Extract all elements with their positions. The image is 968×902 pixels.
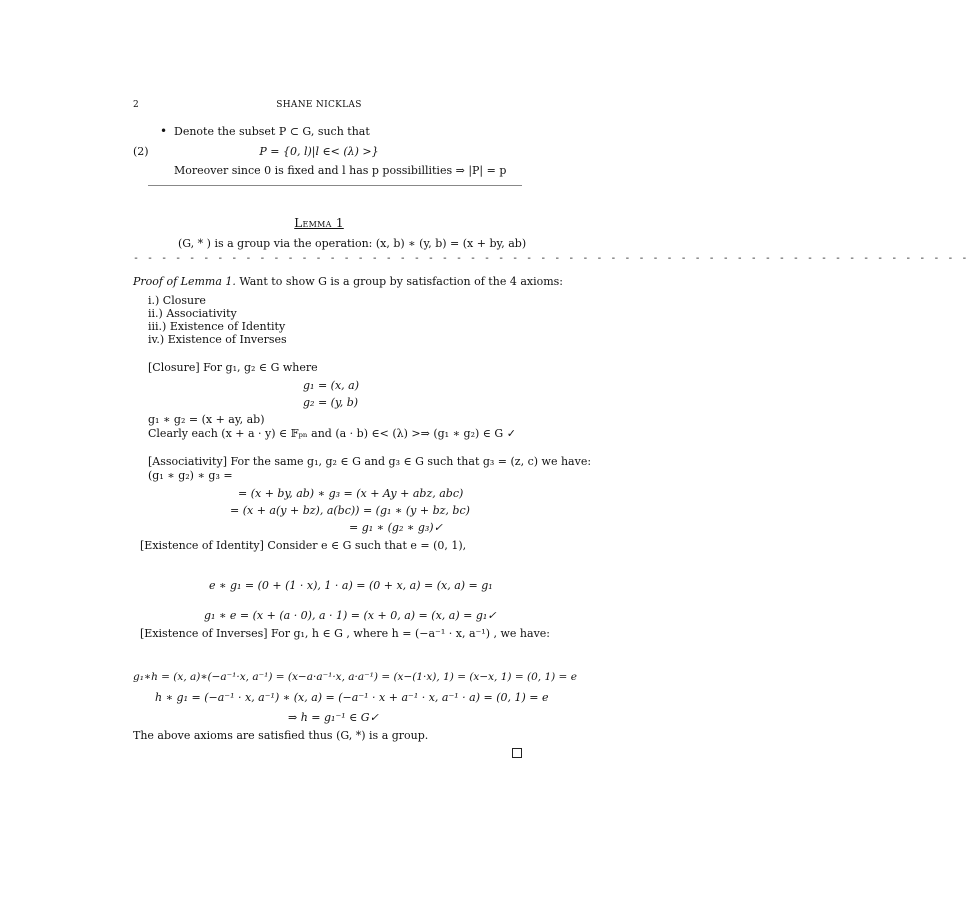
- lemma-title: Lemma 1: [294, 216, 344, 230]
- identity-eq1: e ∗ g₁ = (0 + (1 · x), 1 · a) = (0 + x, a) = (x, a) = g₁: [209, 579, 493, 592]
- closure-eq-g2: g₂ = (y, b): [303, 396, 359, 409]
- bullet-icon: •: [160, 124, 168, 138]
- assoc-intro: [Associativity] For the same g₁, g₂ ∈ G and g₃ ∈ G such that g₃ = (z, c) we have:: [148, 455, 592, 468]
- assoc-eq3: = g₁ ∗ (g₂ ∗ g₃)✓: [349, 521, 443, 534]
- closure-eq-g1: g₁ = (x, a): [303, 379, 359, 392]
- assoc-start: (g₁ ∗ g₂) ∗ g₃ =: [148, 469, 233, 482]
- section-rule: [148, 185, 522, 186]
- assoc-eq1: = (x + by, ab) ∗ g₃ = (x + Ay + abz, abc): [238, 487, 464, 500]
- proof-label: Proof of Lemma 1.: [133, 275, 236, 288]
- inverse-eq3: ⇒ h = g₁⁻¹ ∈ G✓: [288, 711, 379, 724]
- axiom-item: iv.) Existence of Inverses: [148, 333, 287, 346]
- page-number: 2: [133, 100, 139, 110]
- inverse-eq1: g₁∗h = (x, a)∗(−a⁻¹·x, a⁻¹) = (x−a·a⁻¹·x, a·a⁻¹) = (x−(1·x), 1) = (x−x, 1) = (0, 1) = e: [133, 671, 577, 683]
- axiom-item: iii.) Existence of Identity: [148, 320, 286, 333]
- closure-conclusion: Clearly each (x + a · y) ∈ 𝔽ₚₙ and (a · b) ∈< (λ) >⇒ (g₁ ∗ g₂) ∈ G ✓: [148, 427, 516, 440]
- inverse-eq2: h ∗ g₁ = (−a⁻¹ · x, a⁻¹) ∗ (x, a) = (−a⁻¹ · x + a⁻¹ · x, a⁻¹ · a) = (0, 1) = e: [155, 691, 549, 704]
- moreover-text: Moreover since 0 is fixed and l has p possibillities ⇒ |P| = p: [174, 164, 507, 177]
- qed-box-icon: [512, 748, 522, 758]
- equation-2: P = {0, l)|l ∈< (λ) >}: [259, 145, 379, 158]
- proof-conclusion: The above axioms are satisfied thus (G, *) is a group.: [133, 729, 429, 742]
- closure-intro: [Closure] For g₁, g₂ ∈ G where: [148, 361, 318, 374]
- dashed-separator: - - - - - - - - - - - - - - - - - - - - - - - - - - - - - - - - - - - - - - - - - - - - - - - - - - - - - - - - - - - -: [133, 253, 968, 264]
- proof-intro: Want to show G is a group by satisfaction of the 4 axioms:: [239, 275, 563, 288]
- inverse-intro: [Existence of Inverses] For g₁, h ∈ G , where h = (−a⁻¹ · x, a⁻¹) , we have:: [140, 627, 550, 640]
- axiom-item: ii.) Associativity: [148, 307, 237, 320]
- running-header-author: SHANE NICKLAS: [276, 100, 362, 110]
- axiom-item: i.) Closure: [148, 294, 206, 307]
- closure-product: g₁ ∗ g₂ = (x + ay, ab): [148, 413, 265, 426]
- identity-eq2: g₁ ∗ e = (x + (a · 0), a · 1) = (x + 0, a) = (x, a) = g₁✓: [204, 609, 497, 622]
- bullet-text: Denote the subset P ⊂ G, such that: [174, 125, 370, 138]
- assoc-eq2: = (x + a(y + bz), a(bc)) = (g₁ ∗ (y + bz, bc): [230, 504, 470, 517]
- equation-number: (2): [133, 145, 149, 158]
- identity-intro: [Existence of Identity] Consider e ∈ G such that e = (0, 1),: [140, 539, 467, 552]
- lemma-statement: (G, * ) is a group via the operation: (x, b) ∗ (y, b) = (x + by, ab): [178, 237, 527, 250]
